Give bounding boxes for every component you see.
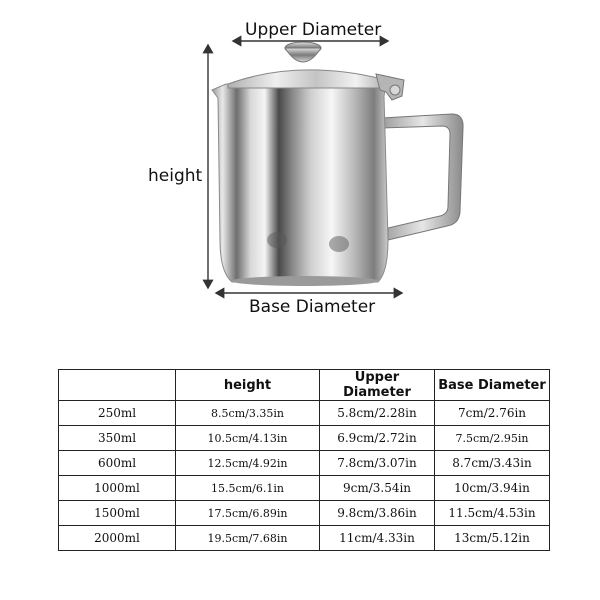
table-row: [59, 501, 550, 526]
table-row: [59, 401, 550, 426]
header-cell: Upper Diameter: [320, 370, 435, 401]
capacity-cell: 1500ml: [59, 501, 176, 526]
height-cell: 10.5cm/4.13in: [176, 426, 320, 451]
upper-diameter-cell: 7.8cm/3.07in: [320, 451, 435, 476]
reflection: [329, 236, 349, 252]
pitcher-lid: [228, 70, 388, 88]
height-cell: 15.5cm/6.1in: [176, 476, 320, 501]
header-cell: height: [176, 370, 320, 401]
height-cell: 8.5cm/3.35in: [176, 401, 320, 426]
upper-diameter-cell: 9.8cm/3.86in: [320, 501, 435, 526]
base-diameter-cell: 7cm/2.76in: [435, 401, 550, 426]
table-row: [59, 426, 550, 451]
pitcher-handle: [382, 114, 463, 240]
base-diameter-label: Base Diameter: [249, 297, 376, 317]
table-row: [59, 476, 550, 501]
height-cell: 19.5cm/7.68in: [176, 526, 320, 551]
base-diameter-cell: 8.7cm/3.43in: [435, 451, 550, 476]
upper-diameter-cell: 9cm/3.54in: [320, 476, 435, 501]
base-diameter-cell: 13cm/5.12in: [435, 526, 550, 551]
base-diameter-cell: 10cm/3.94in: [435, 476, 550, 501]
base-diameter-cell: 11.5cm/4.53in: [435, 501, 550, 526]
upper-diameter-cell: 11cm/4.33in: [320, 526, 435, 551]
height-cell: 17.5cm/6.89in: [176, 501, 320, 526]
lid-knob-stem: [285, 48, 321, 62]
pitcher-body: [212, 84, 388, 282]
upper-diameter-label: Upper Diameter: [245, 20, 382, 40]
capacity-cell: 350ml: [59, 426, 176, 451]
capacity-cell: 2000ml: [59, 526, 176, 551]
upper-diameter-cell: 6.9cm/2.72in: [320, 426, 435, 451]
upper-diameter-cell: 5.8cm/2.28in: [320, 401, 435, 426]
table-header-row: [59, 370, 550, 401]
size-specification-table: [58, 369, 550, 551]
header-cell: [59, 370, 176, 401]
height-label: height: [148, 166, 203, 186]
capacity-cell: 600ml: [59, 451, 176, 476]
table-row: [59, 451, 550, 476]
base-diameter-cell: 7.5cm/2.95in: [435, 426, 550, 451]
table-row: [59, 526, 550, 551]
capacity-cell: 1000ml: [59, 476, 176, 501]
header-cell: Base Diameter: [435, 370, 550, 401]
capacity-cell: 250ml: [59, 401, 176, 426]
reflection: [267, 232, 287, 248]
pitcher-base: [231, 276, 379, 286]
height-cell: 12.5cm/4.92in: [176, 451, 320, 476]
